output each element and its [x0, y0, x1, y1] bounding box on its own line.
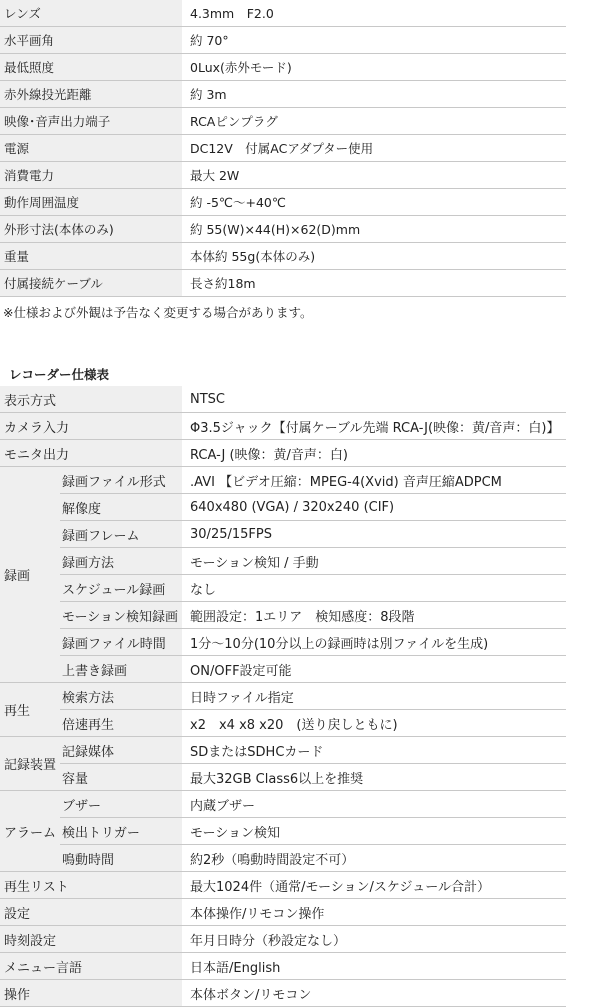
table-row — [0, 189, 566, 216]
spec-label: 鳴動時間 — [60, 845, 182, 872]
recorder-spec-table — [0, 386, 566, 1007]
table-row — [0, 216, 566, 243]
spec-label: 検出トリガー — [60, 818, 182, 845]
table-row — [0, 737, 566, 764]
table-row — [0, 386, 566, 413]
table-row — [0, 270, 566, 297]
table-row — [0, 413, 566, 440]
table-row — [0, 656, 566, 683]
spec-label: 倍速再生 — [60, 710, 182, 737]
spec-label: 付属接続ケーブル — [0, 270, 182, 297]
spec-value: RCA-J (映像：黄/音声：白) — [182, 440, 566, 467]
spec-label: 録画フレーム — [60, 521, 182, 548]
spec-value: 本体約 55g(本体のみ) — [182, 243, 566, 270]
spec-value: 長さ約18m — [182, 270, 566, 297]
group-label-alarm: アラーム — [0, 791, 60, 872]
table-row — [0, 494, 566, 521]
spec-value: 本体ボタン/リモコン — [182, 980, 566, 1007]
spec-value: 内蔵ブザー — [182, 791, 566, 818]
table-row — [0, 683, 566, 710]
table-row — [0, 440, 566, 467]
spec-value: 約 -5℃～+40℃ — [182, 189, 566, 216]
spec-label: 重量 — [0, 243, 182, 270]
table-row — [0, 791, 566, 818]
spec-value: 1分～10分(10分以上の録画時は別ファイルを生成) — [182, 629, 566, 656]
table-row — [0, 710, 566, 737]
table-row — [0, 548, 566, 575]
spec-value: 範囲設定：1エリア 検知感度：8段階 — [182, 602, 566, 629]
table-row — [0, 81, 566, 108]
spec-label: 記録媒体 — [60, 737, 182, 764]
table-row — [0, 602, 566, 629]
spec-label: スケジュール録画 — [60, 575, 182, 602]
spec-label: 動作周囲温度 — [0, 189, 182, 216]
table-row — [0, 629, 566, 656]
table-row — [0, 953, 566, 980]
spec-label: 水平画角 — [0, 27, 182, 54]
table-row — [0, 521, 566, 548]
table-row — [0, 162, 566, 189]
spec-label: ブザー — [60, 791, 182, 818]
table-row — [0, 980, 566, 1007]
table-row — [0, 135, 566, 162]
camera-spec-table — [0, 0, 566, 297]
spec-label: 映像･音声出力端子 — [0, 108, 182, 135]
spec-value: x2 x4 x8 x20 (送り戻しともに) — [182, 710, 566, 737]
spec-value: 30/25/15FPS — [182, 521, 566, 548]
table-row — [0, 926, 566, 953]
spec-value: 日時ファイル指定 — [182, 683, 566, 710]
spec-label: 時刻設定 — [0, 926, 182, 953]
table-row — [0, 243, 566, 270]
spec-value: 最大 2W — [182, 162, 566, 189]
spec-value: 最大32GB Class6以上を推奨 — [182, 764, 566, 791]
spec-value: 約 3m — [182, 81, 566, 108]
spec-label: 再生リスト — [0, 872, 182, 899]
recorder-section-title: レコーダー仕様表 — [9, 367, 110, 382]
spec-value: Φ3.5ジャック【付属ケーブル先端 RCA-J(映像：黄/音声：白)】 — [182, 413, 566, 440]
spec-label: 検索方法 — [60, 683, 182, 710]
spec-label: 容量 — [60, 764, 182, 791]
spec-label: 赤外線投光距離 — [0, 81, 182, 108]
spec-value: 最大1024件（通常/モーション/スケジュール合計） — [182, 872, 566, 899]
spec-label: 電源 — [0, 135, 182, 162]
spec-label: 操作 — [0, 980, 182, 1007]
spec-label: 録画ファイル時間 — [60, 629, 182, 656]
spec-value: .AVI 【ビデオ圧縮：MPEG-4(Xvid) 音声圧縮ADPCM — [182, 467, 566, 494]
table-row — [0, 0, 566, 27]
table-row — [0, 27, 566, 54]
spec-value: RCAピンプラグ — [182, 108, 566, 135]
spec-value: 日本語/English — [182, 953, 566, 980]
group-label-storage: 記録装置 — [0, 737, 60, 791]
spec-value: 約 70° — [182, 27, 566, 54]
spec-value: 本体操作/リモコン操作 — [182, 899, 566, 926]
table-row — [0, 467, 566, 494]
spec-label: 録画ファイル形式 — [60, 467, 182, 494]
spec-label: 解像度 — [60, 494, 182, 521]
spec-value: ON/OFF設定可能 — [182, 656, 566, 683]
spec-value: 約 55(W)×44(H)×62(D)mm — [182, 216, 566, 243]
spec-label: 消費電力 — [0, 162, 182, 189]
table-row — [0, 818, 566, 845]
spec-value: SDまたはSDHCカード — [182, 737, 566, 764]
group-label-playback: 再生 — [0, 683, 60, 737]
spec-value: 640x480 (VGA) / 320x240 (CIF) — [182, 494, 566, 521]
spec-label: モニタ出力 — [0, 440, 182, 467]
spec-label: 上書き録画 — [60, 656, 182, 683]
table-row — [0, 54, 566, 81]
spec-disclaimer: ※仕様および外観は予告なく変更する場合があります。 — [3, 305, 313, 320]
group-label-recording: 録画 — [0, 467, 60, 683]
spec-value: NTSC — [182, 386, 566, 413]
spec-value: DC12V 付属ACアダプター使用 — [182, 135, 566, 162]
spec-value: モーション検知 / 手動 — [182, 548, 566, 575]
table-row — [0, 108, 566, 135]
table-row — [0, 764, 566, 791]
spec-value: 年月日時分（秒設定なし） — [182, 926, 566, 953]
spec-value: なし — [182, 575, 566, 602]
spec-label: 録画方法 — [60, 548, 182, 575]
table-row — [0, 872, 566, 899]
table-row — [0, 575, 566, 602]
spec-label: 最低照度 — [0, 54, 182, 81]
spec-value: 約2秒（鳴動時間設定不可） — [182, 845, 566, 872]
spec-label: カメラ入力 — [0, 413, 182, 440]
spec-label: 外形寸法(本体のみ) — [0, 216, 182, 243]
spec-label: 表示方式 — [0, 386, 182, 413]
table-row — [0, 899, 566, 926]
spec-label: 設定 — [0, 899, 182, 926]
spec-label: メニュー言語 — [0, 953, 182, 980]
spec-label: モーション検知録画 — [60, 602, 182, 629]
spec-label: レンズ — [0, 0, 182, 27]
table-row — [0, 845, 566, 872]
spec-value: 4.3mm F2.0 — [182, 0, 566, 27]
spec-value: モーション検知 — [182, 818, 566, 845]
spec-value: 0Lux(赤外モード) — [182, 54, 566, 81]
